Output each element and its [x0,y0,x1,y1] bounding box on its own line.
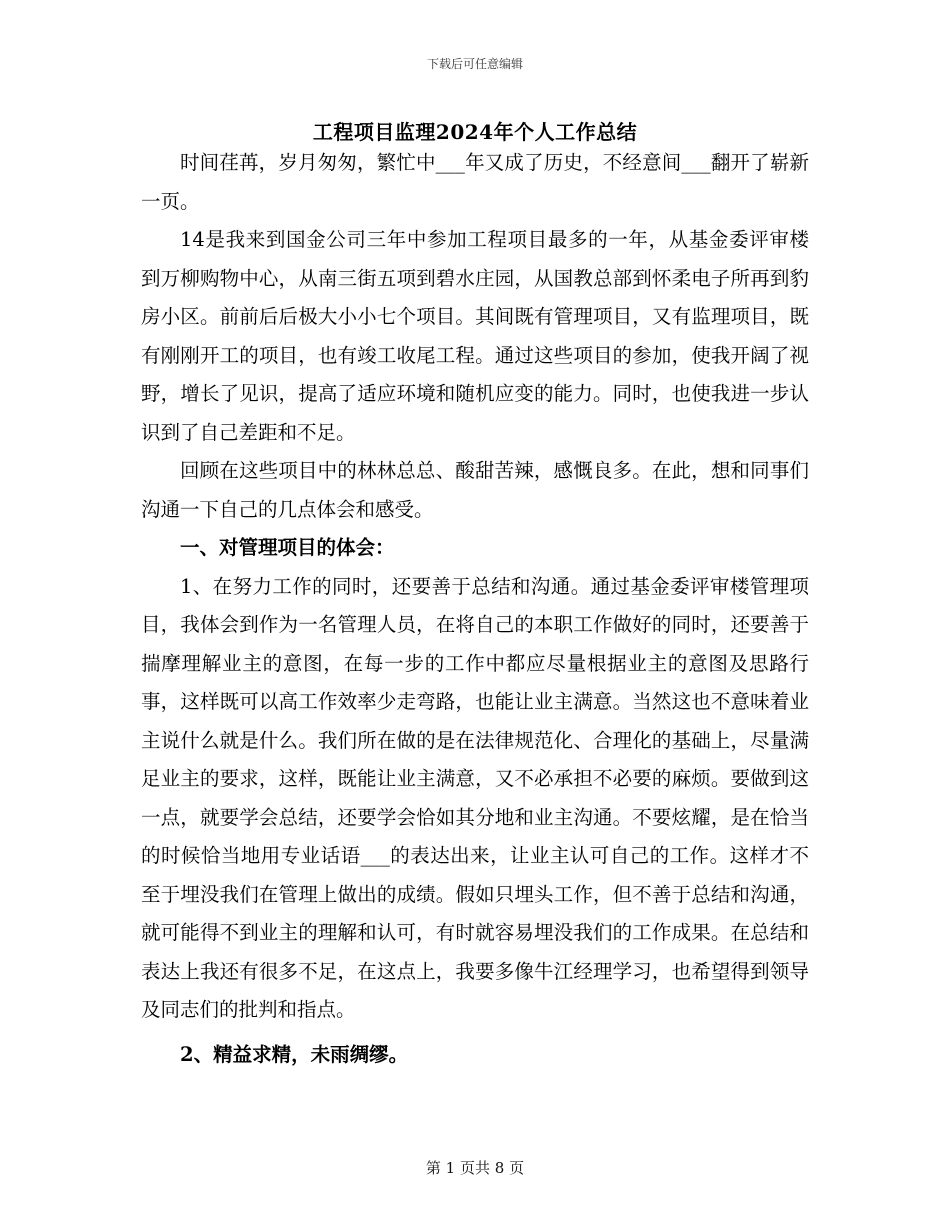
page-header: 下载后可任意编辑 [426,57,523,71]
paragraph-review: 回顾在这些项目中的林林总总、酸甜苦辣，感慨良多。在此，想和同事们沟通一下自己的几点体会和感受。 [141,459,809,521]
paragraph-summary-communication: 1、在努力工作的同时，还要善于总结和沟通。通过基金委评审楼管理项目，我体会到作为一名管理人员，在将自己的本职工作做好的同时，还要善于揣摩理解业主的意图，在每一步的工作中都应尽量根据业主的意图及思路行事，这样既可以高工作效率少走弯路，也能让业主满意。当然这也不意味着业主说什么就是什么。我们所在做的是在法律规范化、合理化的基础上，尽量满足业主的要求，这样，既能让业主满意，又不必承担不必要的麻烦。要做到这一点，就要学会总结，还要学会恰如其分地和业主沟通。不要炫耀，是在恰当的时候恰当地用专业话语___的表达出来，让业主认可自己的工作。这样才不至于埋没我们在管理上做出的成绩。假如只埋头工作，但不善于总结和沟通，就可能得不到业主的理解和认可，有时就容易埋没我们的工作成果。在总结和表达上我还有很多不足，在这点上，我要多像牛江经理学习，也希望得到领导及同志们的批判和指点。 [141,574,809,1021]
page-footer: 第 1 页共 8 页 [425,1159,525,1177]
document-body [141,144,809,1074]
section-heading-management: 一、对管理项目的体会： [180,536,395,559]
paragraph-intro: 时间荏苒，岁月匆匆，繁忙中___年又成了历史，不经意间___翻开了崭新一页。 [141,151,809,213]
paragraph-projects: 14是我来到国金公司三年中参加工程项目最多的一年，从基金委评审楼到万柳购物中心，从南三街五项到碧水庄园，从国教总部到怀柔电子所再到豹房小区。前前后后极大小小七个项目。其间既有管理项目，又有监理项目，既有刚刚开工的项目，也有竣工收尾工程。通过这些项目的参加，使我开阔了视野，增长了见识，提高了适应环境和随机应变的能力。同时，也使我进一步认识到了自己差距和不足。 [141,228,809,444]
document-title: 工程项目监理2024年个人工作总结 [312,120,638,144]
section-heading-excellence: 2、精益求精，未雨绸缪。 [180,1042,409,1066]
